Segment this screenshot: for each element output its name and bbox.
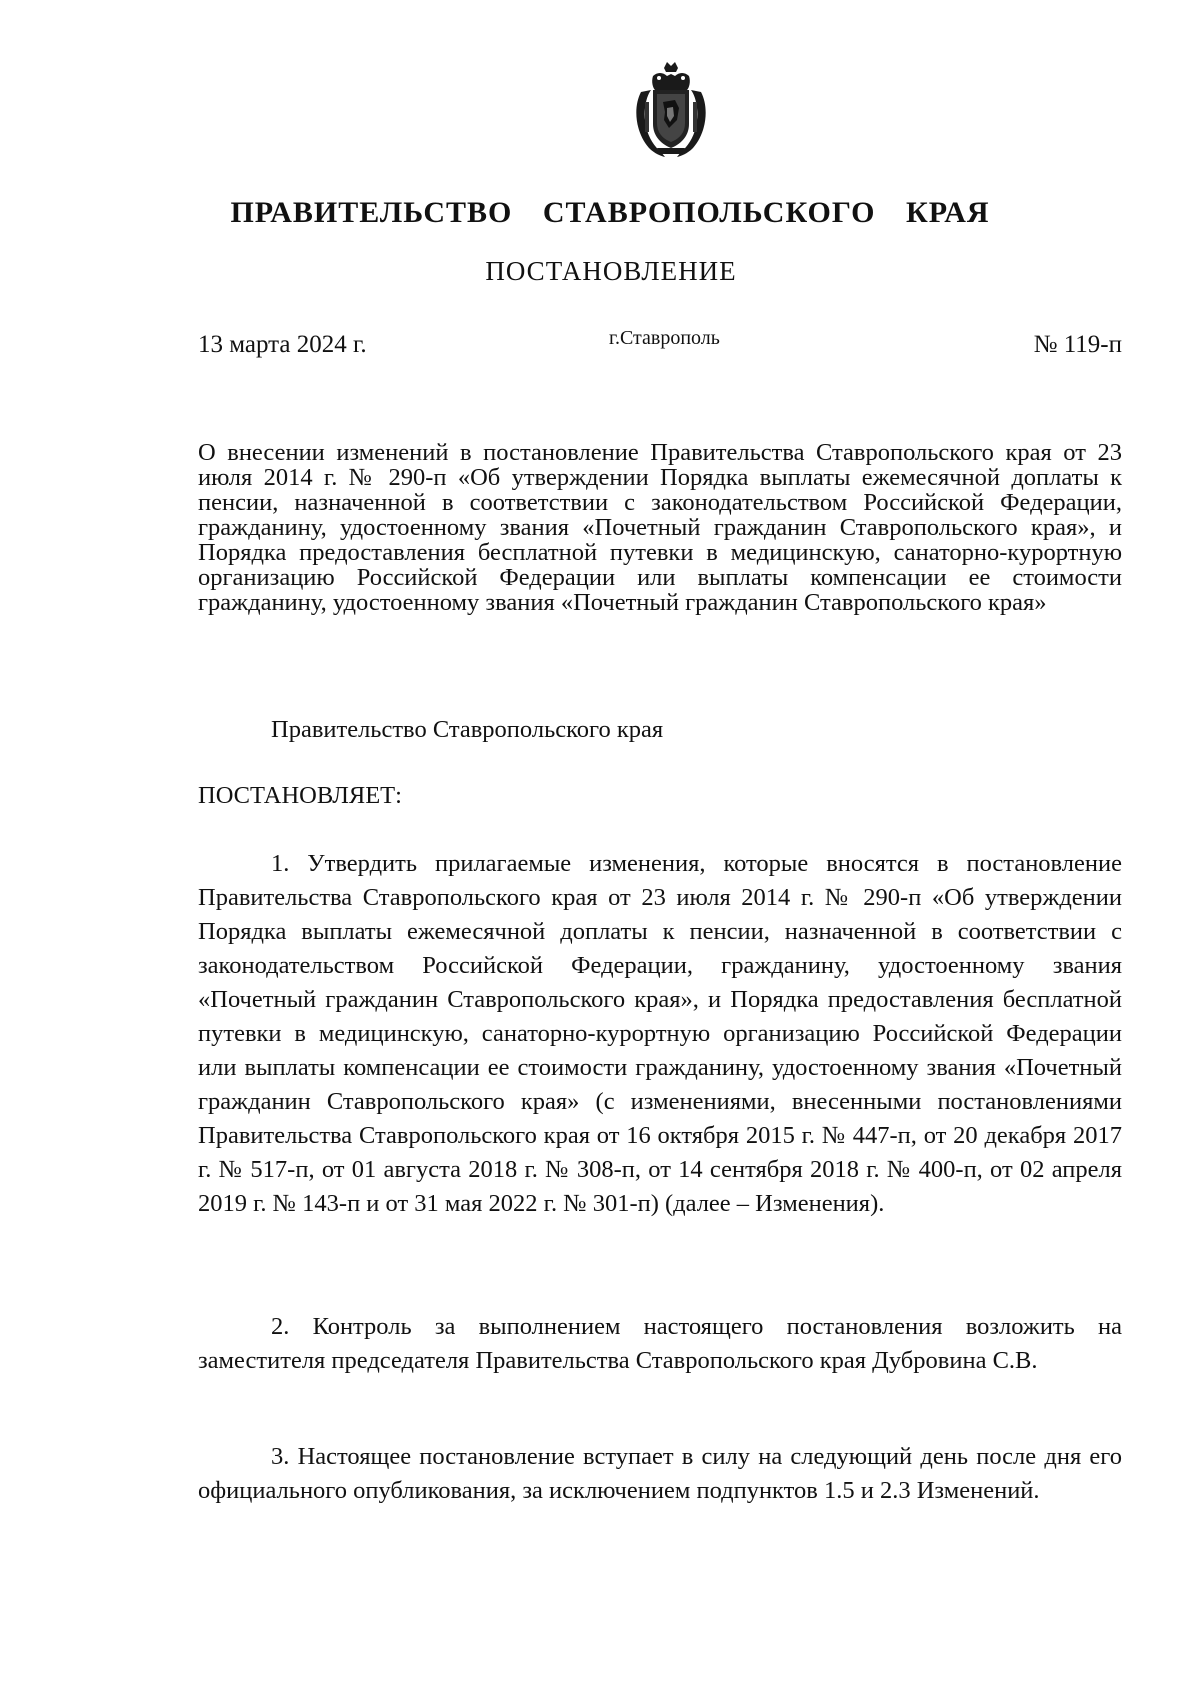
organization-title: ПРАВИТЕЛЬСТВО СТАВРОПОЛЬСКОГО КРАЯ	[230, 196, 990, 229]
paragraph-1: 1. Утвердить прилагаемые изменения, которые вносятся в постановление Правительства Ставропольского края от 23 июля 2014 г. № 290-п «Об утверждении Порядка выплаты ежемесячной доплаты к пенсии, назначенной в соответствии с законодательством Российской Федерации, гражданину, удостоенному звания «Почетный гражданин Ставропольского края», и Порядка предоставления бесплатной путевки в медицинскую, санаторно-курортную организацию Российской Федерации или выплаты компенсации ее стоимости гражданину, удостоенному звания «Почетный гражданин Ставропольского края» (с изменениями, внесенными постановлениями Правительства Ставропольского края от 16 октября 2015 г. № 447-п, от 20 декабря 2017 г. № 517-п, от 01 августа 2018 г. № 308-п, от 14 сентября 2018 г. № 400-п, от 02 апреля 2019 г. № 143-п и от 31 мая 2022 г. № 301-п) (далее – Изменения).	[198, 850, 1122, 1217]
document-type: ПОСТАНОВЛЕНИЕ	[485, 256, 737, 286]
issuing-body: Правительство Ставропольского края	[271, 716, 664, 743]
document-city: г.Ставрополь	[609, 327, 720, 349]
document-number: № 119-п	[1033, 331, 1122, 358]
paragraph-2: 2. Контроль за выполнением настоящего постановления возложить на заместителя председателя Правительства Ставропольского края Дубровина С.В.	[198, 1313, 1122, 1374]
coat-of-arms-emblem-icon	[631, 62, 711, 158]
document-date: 13 марта 2024 г.	[198, 331, 367, 358]
paragraph-3: 3. Настоящее постановление вступает в силу на следующий день после дня его официального опубликования, за исключением подпунктов 1.5 и 2.3 Изменений.	[198, 1443, 1122, 1504]
resolves-heading: ПОСТАНОВЛЯЕТ:	[198, 782, 402, 809]
document-subject: О внесении изменений в постановление Правительства Ставропольского края от 23 июля 2014 г. № 290-п «Об утверждении Порядка выплаты ежемесячной доплаты к пенсии, назначенной в соответствии с законодательством Российской Федерации, гражданину, удостоенному звания «Почетный гражданин Ставропольского края», и Порядка предоставления бесплатной путевки в медицинскую, санаторно-курортную организацию Российской Федерации или выплаты компенсации ее стоимости гражданину, удостоенному звания «Почетный гражданин Ставропольского края»	[198, 439, 1122, 616]
